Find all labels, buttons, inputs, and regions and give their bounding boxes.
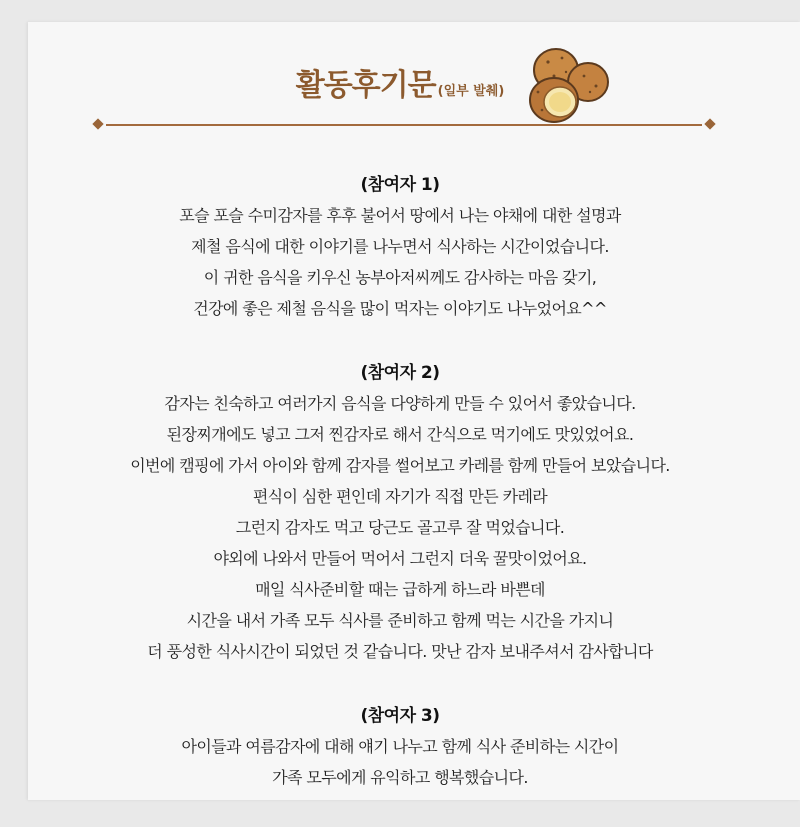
participant-section-1 [28,170,772,324]
review-line: 야외에 나와서 만들어 먹어서 그런지 더욱 꿀맛이었어요. [213,549,587,568]
divider-diamond-left [92,118,103,129]
participant-section-2 [28,358,772,667]
review-content [28,170,772,827]
review-line: 더 풍성한 식사시간이 되었던 것 같습니다. 맛난 감자 보내주셔서 감사합니다 [147,642,653,661]
review-line: 감자는 친숙하고 여러가지 음식을 다양하게 만들 수 있어서 좋았습니다. [164,394,636,413]
review-card [28,22,800,800]
review-line: 시간을 내서 가족 모두 식사를 준비하고 함께 먹는 시간을 가지니 [186,611,614,630]
participant-title: (참여자 1) [360,175,440,195]
participant-title: (참여자 2) [360,363,440,383]
divider-diamond-right [704,118,715,129]
review-line: 이 귀한 음식을 키우신 농부아저씨께도 감사하는 마음 갖기, [203,268,597,287]
review-line: 가족 모두에게 유익하고 행복했습니다. [272,768,528,787]
page-title [28,60,772,104]
review-line: 아이들과 여름감자에 대해 얘기 나누고 함께 식사 준비하는 시간이 [181,737,619,756]
potatoes-icon [516,36,616,128]
review-line: 포슬 포슬 수미감자를 후후 불어서 땅에서 나는 야채에 대한 설명과 [179,206,621,225]
title-main: 활동후기문 [295,68,436,103]
review-line: 건강에 좋은 제철 음식을 많이 먹자는 이야기도 나누었어요^^ [193,299,607,318]
review-line: 편식이 심한 편인데 자기가 직접 만든 카레라 [252,487,548,506]
participant-title: (참여자 3) [360,706,440,726]
divider-line [106,124,702,126]
review-line: 이번에 캠핑에 가서 아이와 함께 감자를 썰어보고 카레를 함께 만들어 보았습니다. [130,456,670,475]
participant-section-3 [28,701,772,793]
review-line: 그런지 감자도 먹고 당근도 골고루 잘 먹었습니다. [235,518,565,537]
title-divider [94,119,714,131]
review-line: 매일 식사준비할 때는 급하게 하느라 바쁜데 [255,580,545,599]
review-line: 된장찌개에도 넣고 그저 찐감자로 해서 간식으로 먹기에도 맛있었어요. [166,425,634,444]
title-subtitle: (일부 발췌) [437,84,505,99]
header [28,22,800,132]
review-line: 제철 음식에 대한 이야기를 나누면서 식사하는 시간이었습니다. [191,237,609,256]
